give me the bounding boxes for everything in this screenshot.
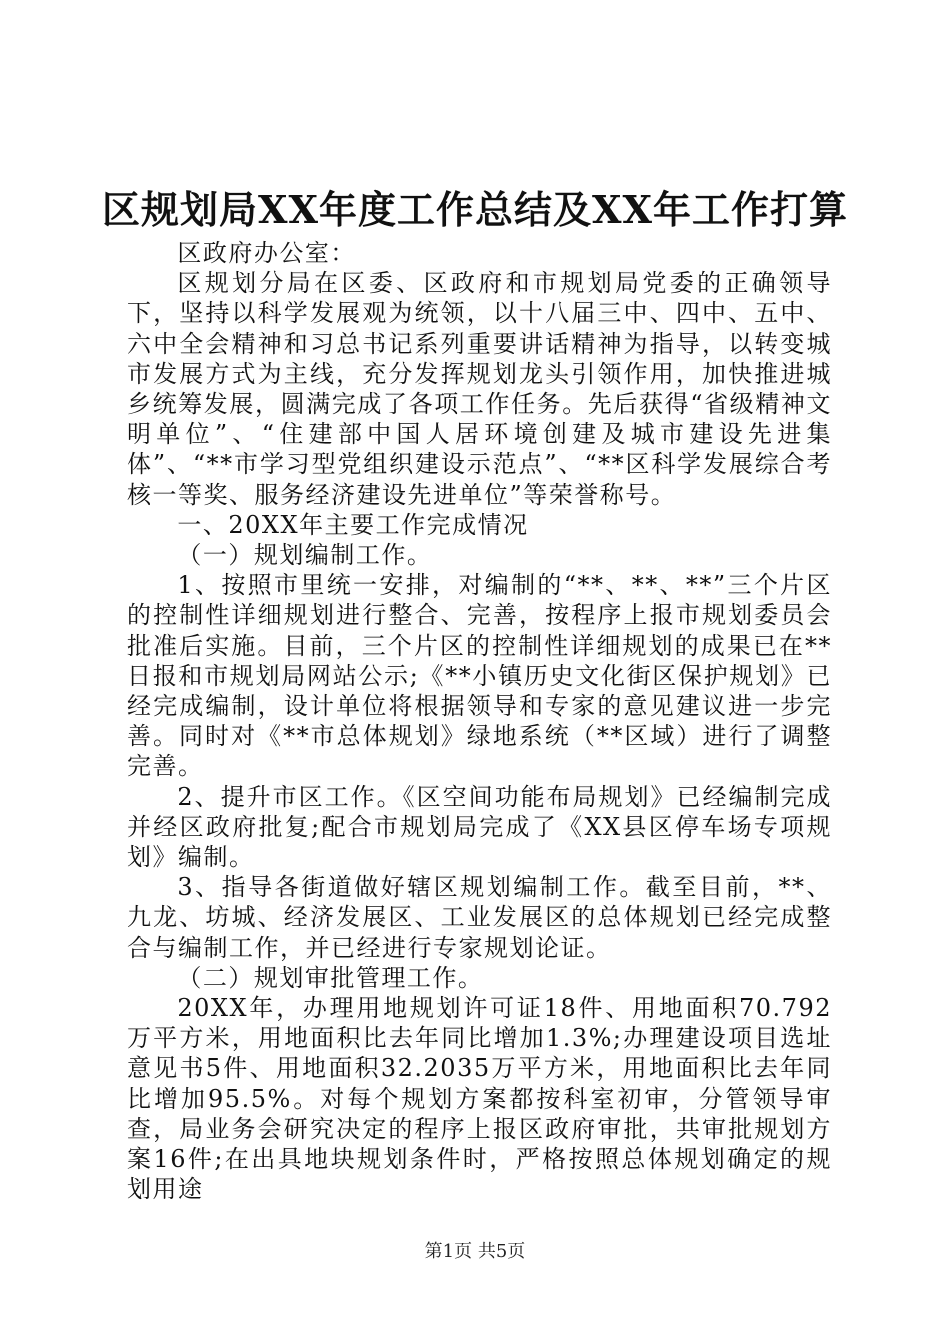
paragraph-item-2: 2、提升市区工作。《区空间功能布局规划》已经编制完成并经区政府批复;配合市规划局完成了《XX县区停车场专项规划》编制。 — [127, 782, 832, 872]
subsection-heading-2: （二）规划审批管理工作。 — [177, 963, 484, 992]
salutation: 区政府办公室： — [177, 239, 356, 267]
paragraph-item-1: 1、按照市里统一安排，对编制的“**、**、**”三个片区的控制性详细规划进行整合、完善，按程序上报市规划委员会批准后实施。目前，三个片区的控制性详细规划的成果已在**日报和市规划局网站公示;《**小镇历史文化街区保护规划》已经完成编制，设计单位将根据领导和专家的意见建议进一步完善。同时对《**市总体规划》绿地系统（**区域）进行了调整完善。 — [127, 571, 832, 781]
paragraph-approval: 20XX年，办理用地规划许可证18件、用地面积70.792万平方米，用地面积比去年同比增加1.3%;办理建设项目选址意见书5件、用地面积32.2035万平方米，用地面积比去年同比增加95.5%。对每个规划方案都按科室初审，分管领导审查，局业务会研究决定的程序上报区政府审批，共审批规划方案16件;在出具地块规划条件时，严格按照总体规划确定的规划用途 — [127, 994, 832, 1204]
section-heading-1: 一、20XX年主要工作完成情况 — [177, 510, 529, 539]
page-footer: 第1页 共5页 — [424, 1241, 526, 1262]
subsection-heading-1: （一）规划编制工作。 — [177, 541, 433, 570]
paragraph-intro: 区规划分局在区委、区政府和市规划局党委的正确领导下，坚持以科学发展观为统领，以十八届三中、四中、五中、六中全会精神和习总书记系列重要讲话精神为指导，以转变城市发展方式为主线，充分发挥规划龙头引领作用，加快推进城乡统筹发展，圆满完成了各项工作任务。先后获得“省级精神文明单位”、“住建部中国人居环境创建及城市建设先进集体”、“**市学习型党组织建设示范点”、“**区科学发展综合考核一等奖、服务经济建设先进单位”等荣誉称号。 — [127, 269, 832, 509]
paragraph-item-3: 3、指导各街道做好辖区规划编制工作。截至目前，**、九龙、坊城、经济发展区、工业发展区的总体规划已经完成整合与编制工作，并已经进行专家规划论证。 — [127, 873, 832, 962]
document-body — [127, 238, 832, 1205]
document-title: 区规划局XX年度工作总结及XX年工作打算 — [102, 187, 848, 232]
